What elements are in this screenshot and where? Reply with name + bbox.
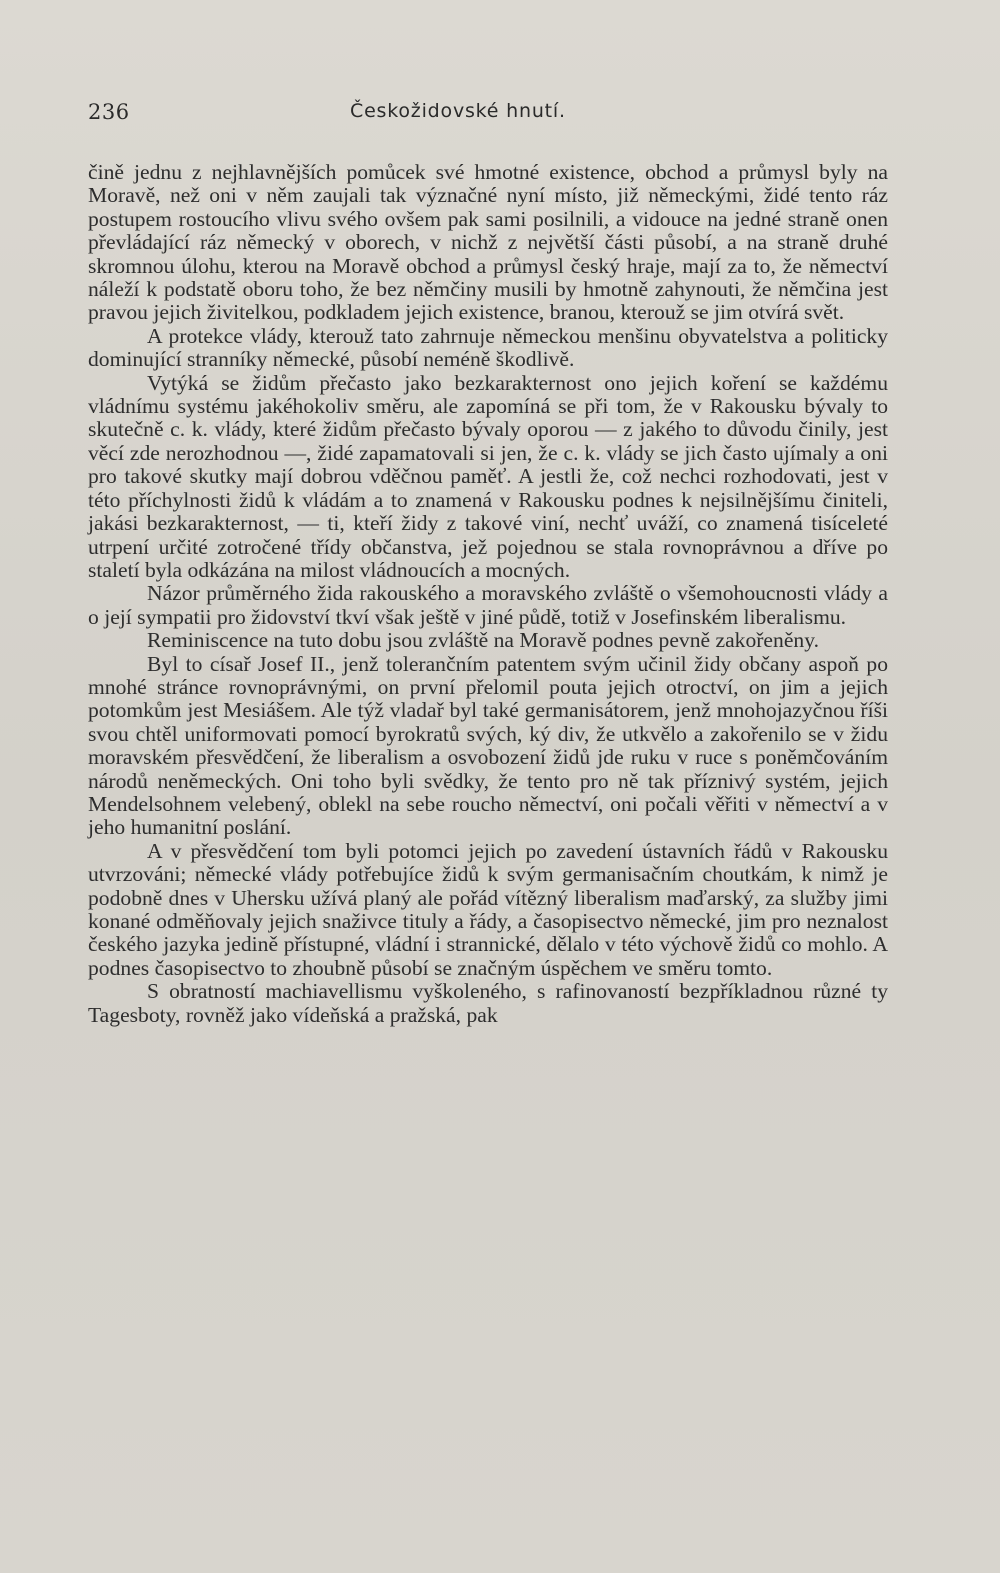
page-number: 236: [88, 100, 130, 124]
paragraph-2: A protekce vlády, kterouž tato zahrnuje německou menšinu obyvatelstva a politicky dominující stranníky německé, působí neméně škodlivě.: [88, 323, 888, 372]
paragraph-5: Reminiscence na tuto dobu jsou zvláště na Moravě podnes pevně zakořeněny.: [147, 628, 819, 653]
paragraph-7: A v přesvědčení tom byli potomci jejich po zavedení ústavních řádů v Rakousku utvrzováni; německé vlády potřebujíce židů k svým germanisačním choutkám, k nimž je podobně dnes v Uhersku užívá planý ale pořád vítězný liberalism maďarský, za služby jimi konané odměňovaly jejich snaživce tituly a řády, a časopisectvo německé, jim pro neznalost českého jazyka jedině přístupné, vládní i strannické, dělalo v této výchově židů co mohlo. A podnes časopisectvo to zhoubně působí se značným úspěchem ve směru tomto.: [88, 838, 888, 980]
paragraph-3: Vytýká se židům přečasto jako bezkarakternost ono jejich koření se každému vládnímu systému jakéhokoliv směru, ale zapomíná se při tom, že v Rakousku bývaly to skutečně c. k. vlády, které židům přečasto bývaly oporou — z jakého to důvodu činily, jest věcí zde nerozhodnou —, židé zapamatovali si jen, že c. k. vlády se jich často ujímaly a oni pro takové skutky mají dobrou vděčnou paměť. A jestli že, což nechci rozhodovati, jest v této příchylnosti židů k vládám a to znamená v Rakousku podnes k nejsilnějšímu činiteli, jakási bezkarakternost, — ti, kteří židy z takové viní, nechť uváží, co znamená tisíceleté utrpení určité zotročené třídy občanstva, jež pojednou se stala rovnoprávnou a dříve po staletí byla odkázána na milost vládnoucích a mocných.: [88, 370, 888, 582]
paragraph-6: Byl to císař Josef II., jenž tolerančním patentem svým učinil židy občany aspoň po mnohé stránce rovnoprávnými, on první přelomil pouta jejich otroctví, on jim a jejich potomkům jest Mesiášem. Ale týž vladař byl také germanisátorem, jenž mnohojazyčnou říši svou chtěl uniformovati pomocí byrokratů svých, ký div, že utkvělo a zakořenilo se v židu moravském přesvědčení, že liberalism a osvobození židů jde ruku v ruce s poněmčováním národů neněmeckých. Oni toho byli svědky, že tento pro ně tak příznivý systém, jejich Mendelsohnem velebený, oblekl na sebe roucho němectví, oni počali věřiti v němectví a v jeho humanitní poslání.: [88, 651, 888, 840]
running-title: Českožidovské hnutí.: [350, 100, 566, 122]
body-text: [88, 161, 888, 1027]
page-header: [88, 100, 888, 128]
paragraph-8: S obratností machiavellismu vyškoleného, s rafinovaností bezpříkladnou různé ty Tagesboty, rovněž jako vídeňská a pražská, pak: [88, 979, 888, 1027]
paragraph-4: Názor průměrného žida rakouského a moravského zvláště o všemohoucnosti vlády a o její sympatii pro židovství tkví však ještě v jiné půdě, totiž v Josefinském liberalismu.: [88, 581, 888, 629]
paragraph-1: čině jednu z nejhlavnějších pomůcek své hmotné existence, obchod a průmysl byly na Moravě, než oni v něm zaujali tak význačné nyní místo, již německými, židé tento ráz postupem rostoucího vlivu svého ovšem pak sami posilnili, a vidouce na jedné straně onen převládající ráz německý v oborech, v nichž z největší části působí, a na straně druhé skromnou úlohu, kterou na Moravě obchod a průmysl český hraje, mají za to, že němectví náleží k podstatě oboru toho, že bez němčiny musili by hmotně zahynouti, že němčina jest pravou jejich živitelkou, podkladem jejich existence, branou, kterouž se jim otvírá svět.: [88, 160, 888, 325]
